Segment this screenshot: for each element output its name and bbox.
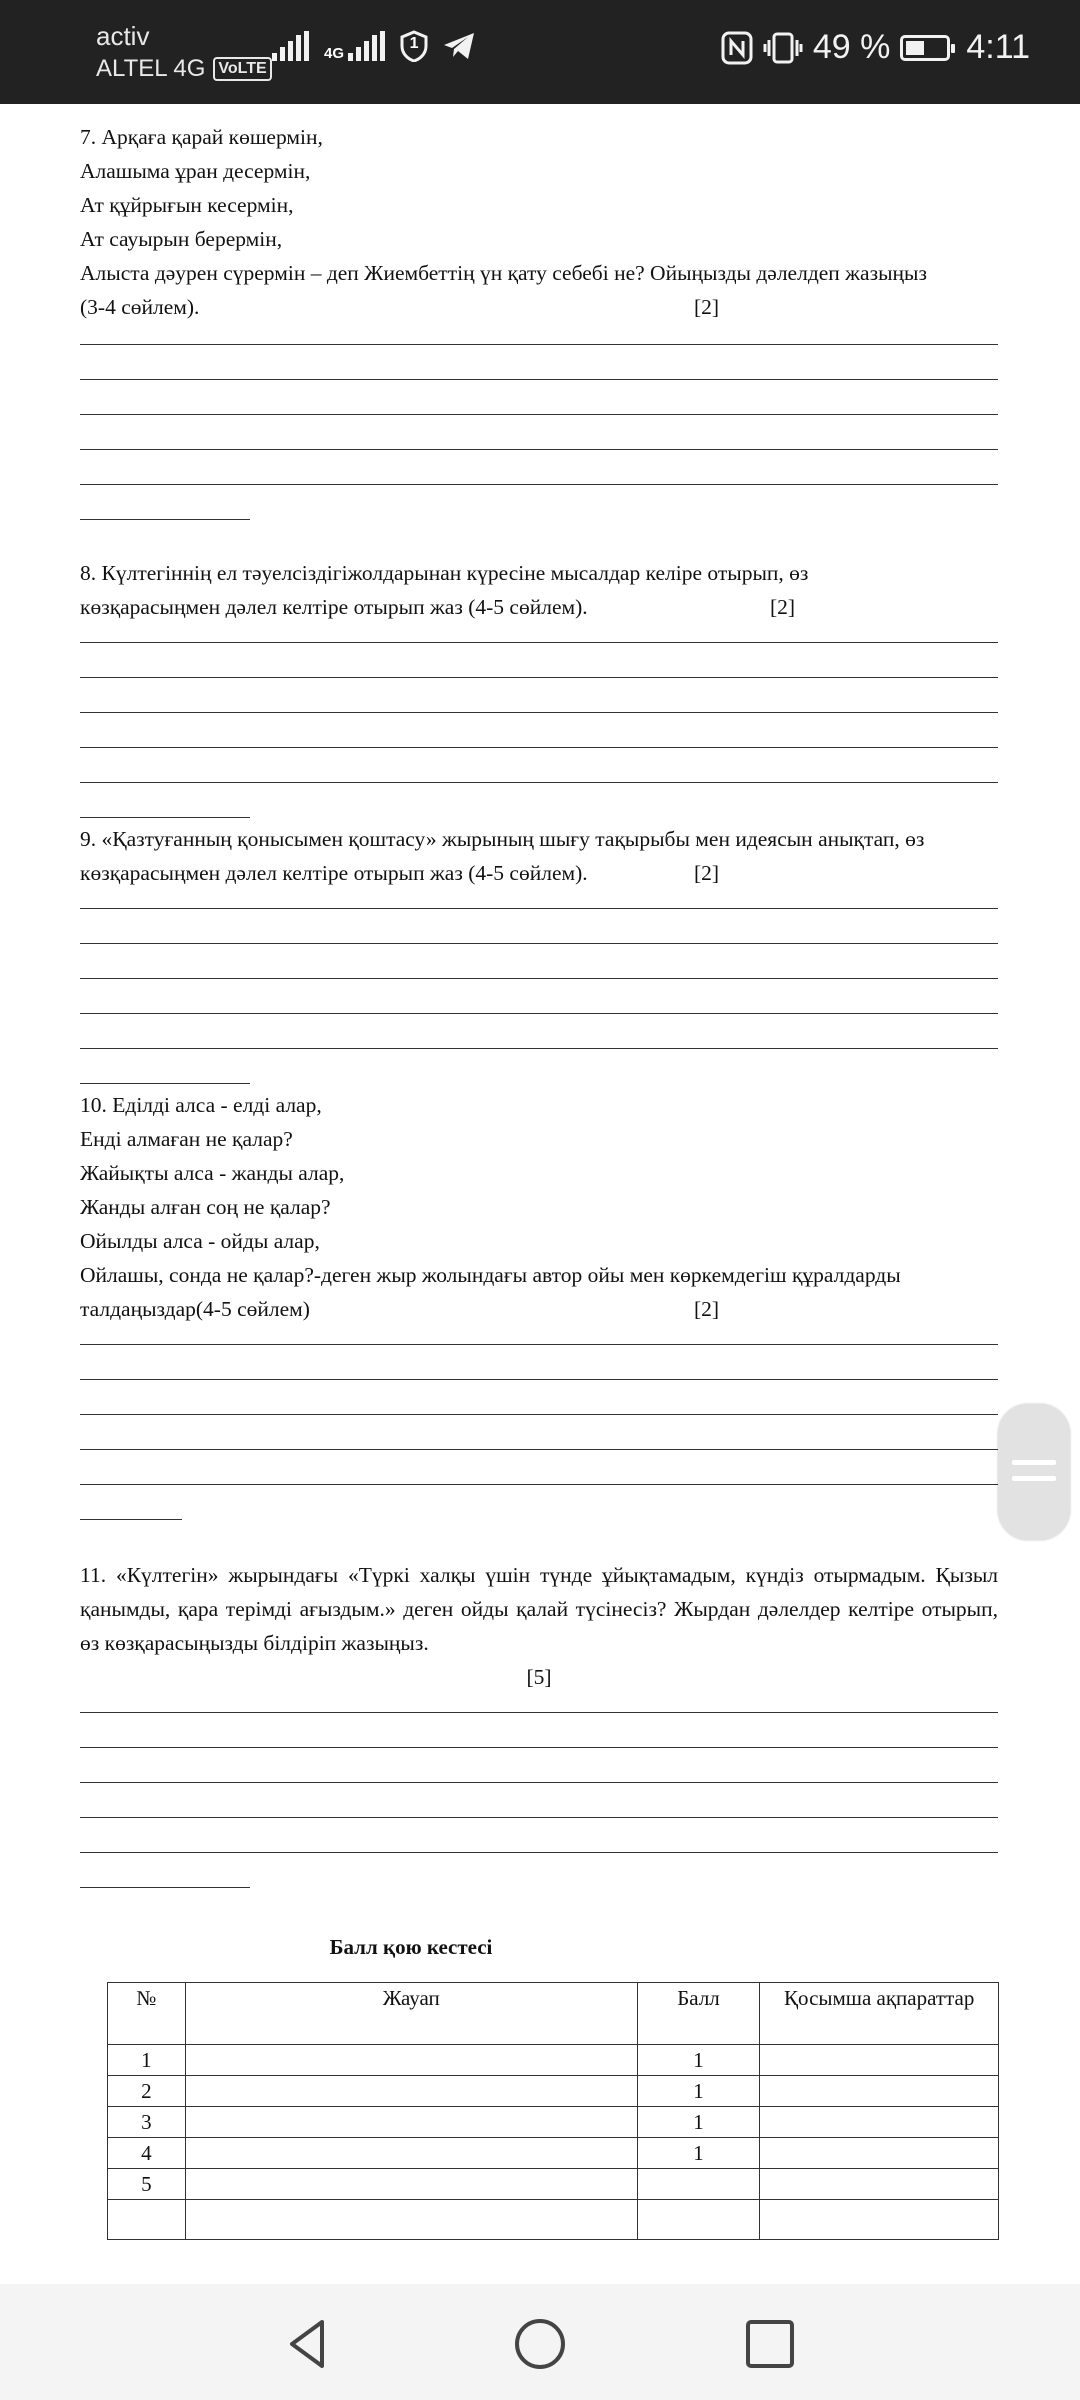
- scroll-handle[interactable]: [998, 1404, 1070, 1540]
- carrier-info: [96, 20, 272, 86]
- answer-line[interactable]: [80, 519, 250, 520]
- row-score: 1: [637, 2045, 760, 2076]
- row-score: 1: [637, 2076, 760, 2107]
- q10-answer-lines: [80, 1344, 998, 1520]
- q8-line-1: 8. Күлтегіннің ел тәуелсіздігіжолдарынан күресіне мысалдар келіре отырып, өз: [80, 561, 809, 585]
- signal-icon-2: [348, 31, 386, 61]
- answer-line[interactable]: [80, 1817, 998, 1818]
- answer-line[interactable]: [80, 747, 998, 748]
- answer-line[interactable]: [80, 449, 998, 450]
- q8-answer-lines: [80, 642, 998, 818]
- answer-line[interactable]: [80, 1484, 998, 1485]
- q11-score-line: [80, 1660, 998, 1694]
- q9-line-2: [80, 856, 998, 890]
- signal-icon: [272, 31, 310, 61]
- q8-score: [2]: [770, 595, 796, 619]
- row-answer[interactable]: [185, 2200, 637, 2240]
- row-extra[interactable]: [760, 2169, 999, 2200]
- q10-last-line: [80, 1292, 998, 1326]
- row-number: 1: [108, 2045, 186, 2076]
- sim-number: 1: [409, 35, 419, 52]
- q10-line: Жайықты алса - жанды алар,: [80, 1161, 345, 1185]
- q11-answer-lines: [80, 1712, 998, 1888]
- answer-line[interactable]: [80, 1852, 998, 1853]
- row-score: 1: [637, 2107, 760, 2138]
- row-extra[interactable]: [760, 2200, 999, 2240]
- answer-line[interactable]: [80, 1449, 998, 1450]
- q7-answer-lines: [80, 344, 998, 520]
- answer-line[interactable]: [80, 1887, 250, 1888]
- q7-last-line: [80, 290, 998, 324]
- row-extra[interactable]: [760, 2107, 999, 2138]
- answer-line[interactable]: [80, 677, 998, 678]
- question-8: [80, 556, 998, 818]
- q9-line-2-text: көзқарасыңмен дәлел келтіре отырып жаз (4-5 сөйлем).: [80, 861, 588, 885]
- q11-text: 11. «Күлтегін» жырындағы «Түркі халқы үшін түнде ұйықтамадым, күндіз отырмадым. Қызыл қанымды, қара терімді ағыздым.» деген ойды қалай түсінесіз? Жырдан дәлелдер келтіре отырып, өз көзқарасыңызды білдіріп жазыңыз.: [80, 1563, 998, 1655]
- q10-line: Енді алмаған не қалар?: [80, 1127, 293, 1151]
- row-extra[interactable]: [760, 2076, 999, 2107]
- table-row: [108, 2045, 999, 2076]
- telegram-icon: [442, 31, 476, 61]
- row-answer[interactable]: [185, 2076, 637, 2107]
- answer-line[interactable]: [80, 712, 998, 713]
- battery-percent: 49 %: [812, 28, 891, 66]
- answer-line[interactable]: [80, 1414, 998, 1415]
- table-row: [108, 2076, 999, 2107]
- answer-line[interactable]: [80, 1083, 250, 1084]
- question-11: [80, 1558, 998, 1888]
- answer-line[interactable]: [80, 978, 998, 979]
- navigation-bar: [0, 2284, 1080, 2400]
- status-bar: [0, 0, 1080, 104]
- answer-line[interactable]: [80, 1013, 998, 1014]
- row-number: 5: [108, 2169, 186, 2200]
- sim-shield-icon: [400, 30, 428, 62]
- score-table-title: [80, 1930, 742, 1964]
- q7-line: Алыста дәурен сүрермін – деп Жиембеттің үн қату себебі не? Ойыңызды дәлелдеп жазыңыз: [80, 261, 927, 285]
- network-4g-signal: [324, 31, 386, 61]
- answer-line[interactable]: [80, 782, 998, 783]
- q7-last-text: (3-4 сөйлем).: [80, 295, 200, 319]
- row-answer[interactable]: [185, 2045, 637, 2076]
- volte-badge: VoLTE: [213, 57, 271, 81]
- table-row: [108, 2138, 999, 2169]
- q10-line: Ойылды алса - ойды алар,: [80, 1229, 320, 1253]
- answer-line[interactable]: [80, 484, 998, 485]
- answer-line[interactable]: [80, 1712, 998, 1713]
- clock: 4:11: [966, 28, 1030, 66]
- carrier-name: ALTEL 4G: [96, 55, 206, 82]
- q8-line-2: [80, 590, 998, 624]
- q7-score: [2]: [694, 295, 720, 319]
- back-icon[interactable]: [280, 2316, 336, 2372]
- answer-line[interactable]: [80, 943, 998, 944]
- answer-line[interactable]: [80, 344, 998, 345]
- answer-line[interactable]: [80, 379, 998, 380]
- q9-answer-lines: [80, 908, 998, 1084]
- score-table-title-text: Балл қою кестесі: [329, 1935, 493, 1959]
- q7-line: Алашыма ұран десермін,: [80, 159, 311, 183]
- status-right: [721, 28, 1030, 67]
- q7-line: Ат сауырын берермін,: [80, 227, 283, 251]
- answer-line[interactable]: [80, 1048, 998, 1049]
- question-10: [80, 1088, 998, 1520]
- q7-line: 7. Арқаға қарай көшермін,: [80, 125, 323, 149]
- q11-score: [5]: [526, 1665, 552, 1689]
- row-number: [108, 2200, 186, 2240]
- answer-line[interactable]: [80, 817, 250, 818]
- table-row: [108, 2200, 999, 2240]
- answer-line[interactable]: [80, 1344, 998, 1345]
- nfc-icon: [721, 31, 753, 65]
- row-extra[interactable]: [760, 2138, 999, 2169]
- answer-line[interactable]: [80, 908, 998, 909]
- answer-line[interactable]: [80, 1782, 998, 1783]
- row-answer[interactable]: [185, 2138, 637, 2169]
- answer-line[interactable]: [80, 1747, 998, 1748]
- score-table: [107, 1982, 999, 2240]
- carrier-line-2: [96, 52, 272, 86]
- network-4g-label: 4G: [324, 45, 345, 62]
- q9-score: [2]: [694, 861, 720, 885]
- row-answer[interactable]: [185, 2169, 637, 2200]
- table-header-row: [108, 1983, 999, 2045]
- q10-line: Жанды алған соң не қалар?: [80, 1195, 331, 1219]
- document-page: [80, 104, 998, 2240]
- question-7: [80, 104, 998, 520]
- row-score: [637, 2169, 760, 2200]
- network-icons: [272, 30, 476, 62]
- row-extra[interactable]: [760, 2045, 999, 2076]
- recent-apps-icon[interactable]: [742, 2316, 798, 2372]
- q9-line-1: 9. «Қазтуғанның қонысымен қоштасу» жырының шығу тақырыбы мен идеясын анықтап, өз: [80, 827, 925, 851]
- q10-line: Ойлашы, сонда не қалар?-деген жыр жолындағы автор ойы мен көркемдегіш құралдарды: [80, 1263, 901, 1287]
- q7-line: Ат құйрығын кесермін,: [80, 193, 294, 217]
- answer-line[interactable]: [80, 1379, 998, 1380]
- row-number: 3: [108, 2107, 186, 2138]
- carrier-line-1: activ: [96, 21, 150, 51]
- col-answer-header: Жауап: [185, 1983, 637, 2045]
- table-row: [108, 2169, 999, 2200]
- col-score-header: Балл: [637, 1983, 760, 2045]
- q10-line: 10. Еділді алса - елді алар,: [80, 1093, 322, 1117]
- battery-icon: [900, 35, 950, 61]
- home-icon[interactable]: [512, 2316, 568, 2372]
- row-number: 2: [108, 2076, 186, 2107]
- q10-score: [2]: [694, 1297, 720, 1321]
- score-table-section: [80, 1930, 998, 2240]
- row-score: 1: [637, 2138, 760, 2169]
- vibrate-icon: [763, 31, 803, 65]
- q8-line-2-text: көзқарасыңмен дәлел келтіре отырып жаз (4-5 сөйлем).: [80, 595, 588, 619]
- col-number-header: №: [108, 1983, 186, 2045]
- answer-line[interactable]: [80, 1519, 182, 1520]
- row-score: [637, 2200, 760, 2240]
- table-row: [108, 2107, 999, 2138]
- answer-line[interactable]: [80, 414, 998, 415]
- row-answer[interactable]: [185, 2107, 637, 2138]
- question-9: [80, 822, 998, 1084]
- q10-last-text: талдаңыздар(4-5 сөйлем): [80, 1297, 310, 1321]
- row-number: 4: [108, 2138, 186, 2169]
- col-extra-header: Қосымша ақпараттар: [760, 1983, 999, 2045]
- answer-line[interactable]: [80, 642, 998, 643]
